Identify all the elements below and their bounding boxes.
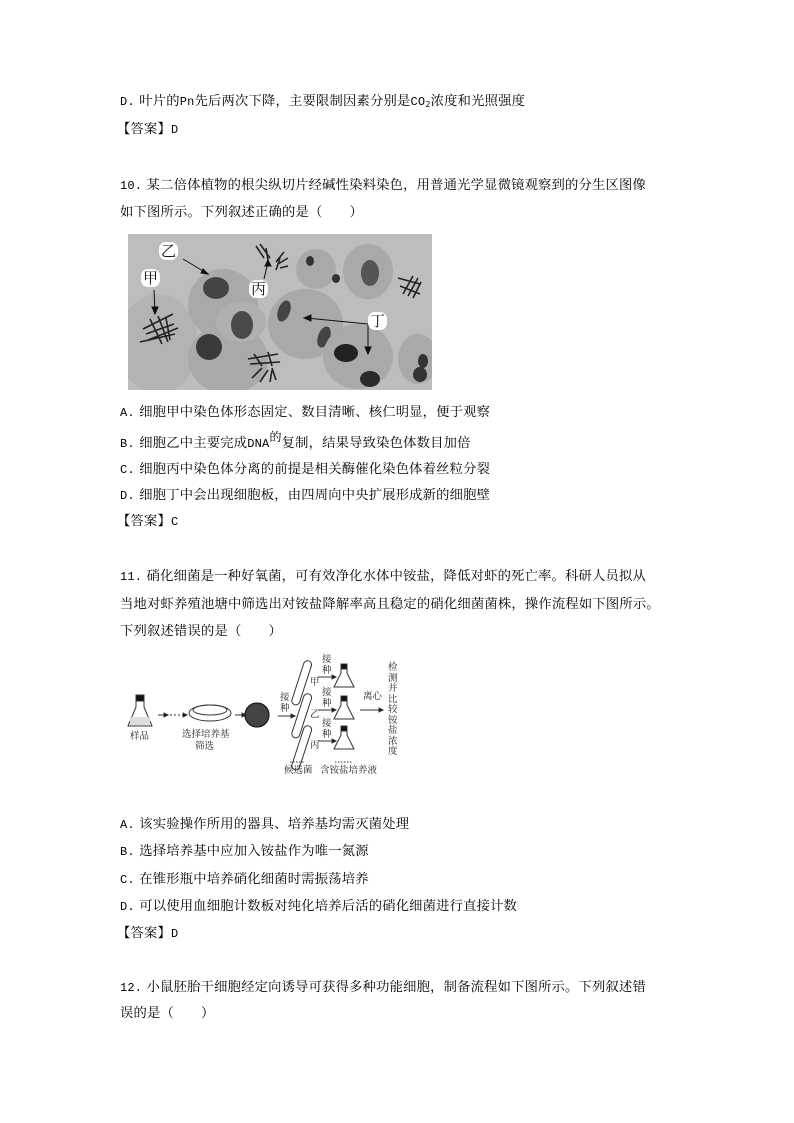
label-tube-bing: 丙 [310,740,320,751]
label-result: 检测并比较铵盐浓度 [388,662,398,757]
label-inoculate-main: 接种 [280,692,290,714]
q11-stem-line1: 11. 硝化细菌是一种好氧菌，可有效净化水体中铵盐，降低对虾的死亡率。科研人员拟从 [120,569,647,584]
label-medium: 含铵盐培养液 [320,765,378,776]
label-sample: 样品 [130,731,150,742]
label-tube-yi: 乙 [310,709,320,720]
q10-answer: 【答案】C [117,514,179,529]
label-centrifuge: 离心 [363,691,383,702]
label-jia: 甲 [143,269,159,287]
q10-option-c: C. 细胞丙中染色体分离的前提是相关酶催化染色体着丝粒分裂 [120,462,491,477]
q10-option-b: B. 细胞乙中主要完成DNA的复制，结果导致染色体数目加倍 [120,430,471,451]
q11-option-c: C. 在锥形瓶中培养硝化细菌时需振荡培养 [120,872,369,887]
label-inoculate-3: 接种 [322,718,332,740]
q11-stem-line3: 下列叙述错误的是（ ） [120,624,282,639]
label-screening: 筛选 [195,741,215,752]
q12-stem-line1: 12. 小鼠胚胎干细胞经定向诱导可获得多种功能细胞，制备流程如下图所示。下列叙述错 [120,980,647,995]
flow-graphics [120,655,420,780]
q11-option-a: A. 该实验操作所用的器具、培养基均需灭菌处理 [120,817,410,832]
prev-answer: 【答案】D [117,122,179,137]
label-inoculate-2: 接种 [322,687,332,709]
label-inoculate-1: 接种 [322,654,332,676]
q11-flow-diagram [120,655,420,780]
q11-stem-line2: 当地对虾养殖池塘中筛选出对铵盐降解率高且稳定的硝化细菌菌株，操作流程如下图所示。 [120,597,660,612]
label-selective-medium: 选择培养基 [182,729,230,740]
q10-micrograph [128,234,432,390]
q10-stem-line1: 10. 某二倍体植物的根尖纵切片经碱性染料染色，用普通光学显微镜观察到的分生区图像 [120,178,647,193]
prev-option-d: D. 叶片的Pn先后两次下降，主要限制因素分别是$CO_2$浓度和光照强度 [120,94,526,109]
q11-option-b: B. 选择培养基中应加入铵盐作为唯一氮源 [120,844,369,859]
label-ding: 丁 [370,312,386,330]
q11-answer: 【答案】D [117,926,179,941]
label-candidate: 候选菌 [284,765,313,776]
q11-option-d: D. 可以使用血细胞计数板对纯化培养后活的硝化细菌进行直接计数 [120,899,518,914]
q10-option-a: A. 细胞甲中染色体形态固定、数目清晰、核仁明显，便于观察 [120,405,491,420]
q10-option-d: D. 细胞丁中会出现细胞板，由四周向中央扩展形成新的细胞壁 [120,488,491,503]
label-tube-jia: 甲 [310,677,320,688]
q10-stem-line2: 如下图所示。下列叙述正确的是（ ） [120,205,363,220]
label-bing: 丙 [251,280,267,298]
label-yi: 乙 [161,242,177,260]
q12-stem-line2: 误的是（ ） [120,1006,215,1021]
